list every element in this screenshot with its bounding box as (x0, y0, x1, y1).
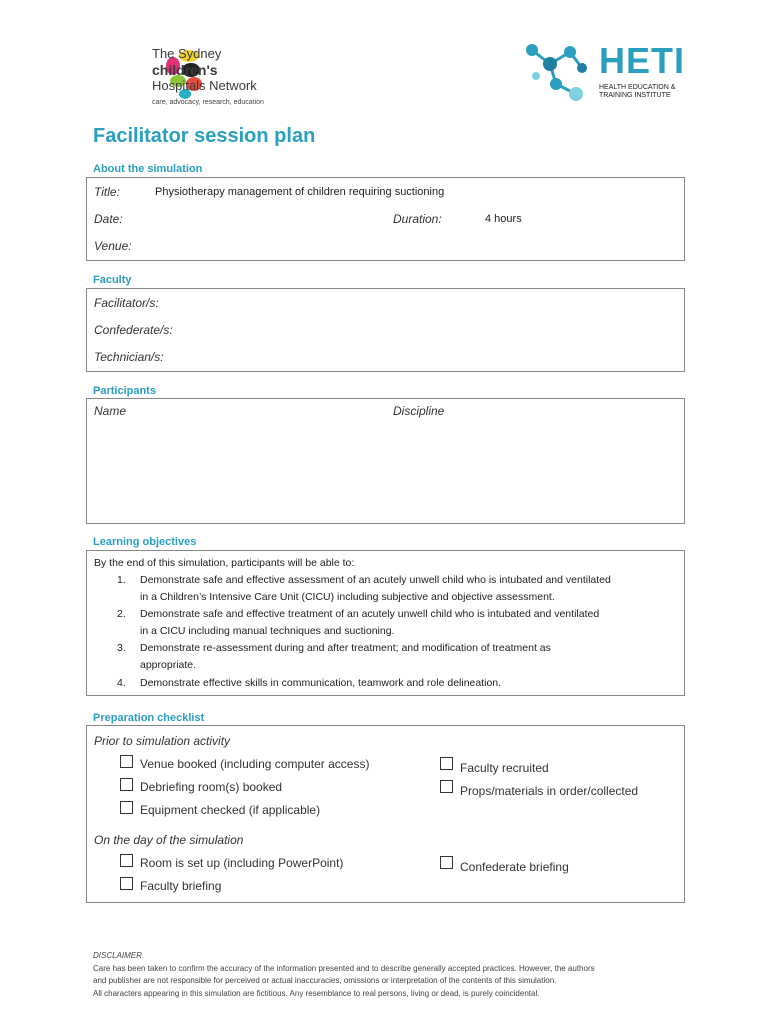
participants-box (86, 398, 685, 524)
objectives-label: Learning objectives (93, 536, 197, 548)
dayof-heading: On the day of the simulation (94, 833, 244, 847)
prior-heading: Prior to simulation activity (94, 734, 231, 748)
venue-checkbox[interactable] (120, 755, 133, 768)
room-text: Room is set up (including PowerPoint) (140, 856, 344, 870)
faculty-box (86, 288, 685, 372)
props-text: Props/materials in order/collected (460, 784, 639, 798)
logo-name (152, 46, 257, 94)
participants-label: Participants (93, 385, 156, 397)
equipment-text: Equipment checked (if applicable) (140, 803, 321, 817)
equipment-checkbox[interactable] (120, 801, 133, 814)
heti-logo-sub (599, 84, 675, 100)
objectives-intro: By the end of this simulation, participants will be able to: (94, 557, 355, 569)
name-header: Name (94, 404, 127, 418)
about-box (86, 177, 685, 261)
heti-logo-title: HETI (599, 40, 686, 81)
faculty-label: Faculty (93, 274, 132, 286)
faculty-recruited-checkbox[interactable] (440, 757, 453, 770)
confed-briefing-text: Confederate briefing (460, 860, 569, 874)
logo-line2: children's (152, 62, 218, 78)
objective-2-line2: in a CICU including manual techniques and suctioning. (140, 625, 395, 637)
objective-1-line1: Demonstrate safe and effective assessment of an acutely unwell child who is intubated and ventilated (140, 574, 611, 586)
venue-text: Venue booked (including computer access) (140, 757, 370, 771)
disclaimer-line3: All characters appearing in this simulation are fictitious. Any resemblance to real persons, living or dead, is purely coincidental. (93, 988, 540, 998)
confed-briefing-checkbox[interactable] (440, 856, 453, 869)
logo-tagline: care, advocacy, research, education (152, 99, 264, 106)
date-label: Date: (94, 212, 123, 226)
confederate-label: Confederate/s: (94, 323, 173, 337)
facilitator-label: Facilitator/s: (94, 296, 159, 310)
duration-label: Duration: (393, 212, 442, 226)
logo-line3: Hospitals Network (152, 78, 257, 93)
disclaimer (93, 950, 693, 1000)
discipline-header: Discipline (393, 404, 445, 418)
heti-sub2: TRAINING INSTITUTE (599, 92, 671, 99)
objective-num-4: 4. (117, 677, 126, 689)
venue-label: Venue: (94, 239, 132, 253)
disclaimer-line2: and publisher are not responsible for perceived or actual inaccuracies, omissions or interpretation of the contents of this simulation. (93, 976, 557, 985)
checklist-label: Preparation checklist (93, 712, 205, 724)
disclaimer-line1: Care has been taken to confirm the accuracy of the information presented and to describe generally accepted practices. However, the authors (93, 963, 595, 973)
technician-label: Technician/s: (94, 350, 164, 364)
debrief-checkbox[interactable] (120, 778, 133, 791)
disclaimer-head: DISCLAIMER (93, 951, 142, 960)
duration-value[interactable]: 4 hours (485, 213, 522, 225)
page-title: Facilitator session plan (93, 125, 316, 147)
props-checkbox[interactable] (440, 780, 453, 793)
objective-3-line1: Demonstrate re-assessment during and after treatment; and modification of treatment as (140, 642, 551, 654)
heti-sub1: HEALTH EDUCATION & (599, 84, 676, 91)
objective-num-2: 2. (117, 608, 126, 620)
objective-4-line1: Demonstrate effective skills in communication, teamwork and role delineation. (140, 677, 502, 689)
objective-2-line1: Demonstrate safe and effective treatment of an acutely unwell child who is intubated and ventilated (140, 608, 600, 620)
faculty-recruited-text: Faculty recruited (460, 761, 549, 775)
heti-molecule-icon (522, 40, 594, 104)
title-label: Title: (94, 185, 120, 199)
faculty-briefing-text: Faculty briefing (140, 879, 222, 893)
checklist-box (86, 725, 685, 903)
objective-3-line2: appropriate. (140, 659, 197, 671)
objective-num-1: 1. (117, 574, 126, 586)
about-label: About the simulation (93, 163, 203, 175)
logo-line1: The Sydney (152, 46, 222, 61)
debrief-text: Debriefing room(s) booked (140, 780, 283, 794)
title-value[interactable]: Physiotherapy management of children requiring suctioning (155, 186, 445, 198)
objective-num-3: 3. (117, 642, 126, 654)
objectives-box (86, 550, 685, 696)
faculty-briefing-checkbox[interactable] (120, 877, 133, 890)
objective-1-line2: in a Children’s Intensive Care Unit (CICU) including subjective and objective assessment. (140, 591, 555, 603)
room-checkbox[interactable] (120, 854, 133, 867)
